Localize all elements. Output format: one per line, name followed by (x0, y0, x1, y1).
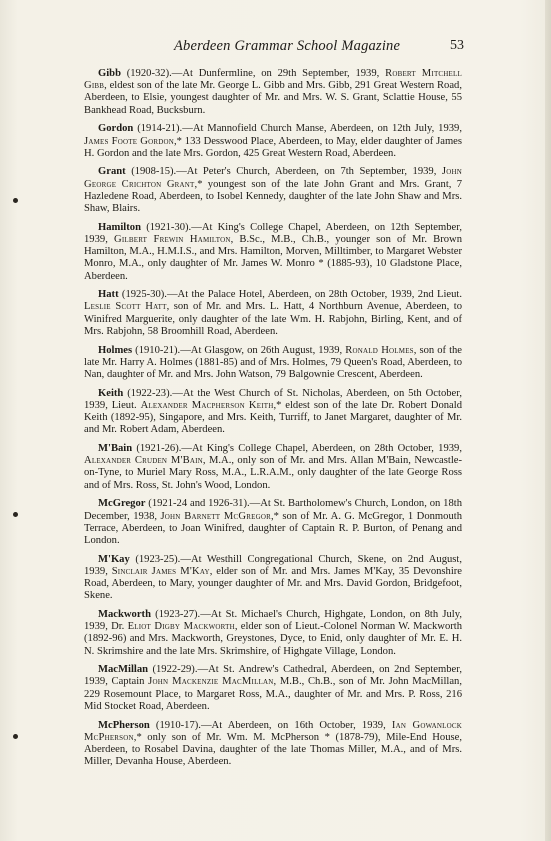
page-edge (545, 0, 551, 841)
notice-entry: Hatt (1925-30).—At the Palace Hotel, Aberdeen, on 28th October, 1939, 2nd Lieut. Leslie Scott Hatt, son of Mr. and Mrs. L. Hatt, 4 Northburn Avenue, Aberdeen, to Winifred Marguerite, only daughter of the late Wm. H. Rabjohn, Birling, Kent, and of Mrs. Rabjohn, 58 Broomhill Road, Aberdeen. (84, 289, 463, 337)
notice-entry: Keith (1922-23).—At the West Church of St. Nicholas, Aberdeen, on 5th October, 1939, Lieut. Alexander Macpherson Keith,* eldest son of the late Dr. Robert Donald Keith (1892-95), Singapore, and Mrs. Keith, Turriff, to Janet Margaret, daughter of Mr. and Mr. Robert Adam, Aberdeen. (84, 387, 462, 436)
groom-name: James Foote Gordon (84, 135, 174, 147)
binding-hole-marker (13, 734, 18, 739)
entry-surname: M'Bain (98, 442, 133, 454)
groom-name: Sinclair James M'Kay (111, 565, 210, 577)
magazine-title: Aberdeen Grammar School Magazine (174, 38, 401, 54)
groom-name: John Barnett McGregor (160, 510, 271, 522)
groom-name: John Mackenzie MacMillan (148, 676, 274, 688)
notice-entry: McPherson (1910-17).—At Aberdeen, on 16th October, 1939, Ian Gowanlock McPherson,* only son of Mr. Wm. M. McPherson * (1878-79), Mile-End House, Aberdeen, to Rosabel Davina, daughter of the late Thomas Miller, M.A., and of Mrs. Miller, Devanha House, Aberdeen. (84, 719, 462, 768)
entry-surname: Holmes (98, 344, 133, 356)
notice-entry: McGregor (1921-24 and 1926-31).—At St. Bartholomew's Church, London, on 18th December, 1938, John Barnett McGregor,* son of Mr. A. G. McGregor, 1 Donmouth Terrace, Aberdeen, to Joan Winifred, daughter of Captain R. P. Burton, of Penang and London. (84, 498, 462, 546)
groom-name: Robert Mitchell Gibb (84, 68, 462, 92)
marriage-notices (84, 68, 462, 775)
notice-entry: MacMillan (1922-29).—At St. Andrew's Cathedral, Aberdeen, on 2nd September, 1939, Captain John Mackenzie MacMillan, M.B., Ch.B., son of Mr. John MacMillan, 229 Rosemount Place, to Margaret Ross, M.A., daughter of Mr. and Mrs. P. Ross, 216 Mid Stocket Road, Aberdeen. (84, 664, 462, 712)
notice-entry: Grant (1908-15).—At Peter's Church, Aberdeen, on 7th September, 1939, John George Crichton Grant,* youngest son of the late John Grant and Mrs. Grant, 7 Hazledene Road, Aberdeen, to Isobel Kennedy, daughter of the late John Shaw and Mrs. Shaw, Blairs. (84, 166, 463, 215)
entry-surname: Hatt (98, 289, 119, 301)
page-number: 53 (450, 38, 464, 53)
groom-name: Leslie Scott Hatt (84, 301, 167, 313)
entry-surname: McPherson (98, 719, 150, 731)
binding-hole-marker (13, 512, 18, 517)
notice-entry: Gordon (1914-21).—At Mannofield Church Manse, Aberdeen, on 12th July, 1939, James Foote Gordon,* 133 Desswood Place, Aberdeen, to May, elder daughter of James H. Gordon and the late Mrs. Gordon, 425 Great Western Road, Aberdeen. (84, 123, 463, 159)
entry-surname: MacMillan (98, 664, 149, 676)
entry-surname: Keith (98, 387, 124, 399)
groom-name: Alexander Macpherson Keith (140, 399, 274, 411)
entry-surname: Hamilton (98, 221, 141, 233)
notice-entry: Gibb (1920-32).—At Dunfermline, on 29th September, 1939, Robert Mitchell Gibb, eldest son of the late Mr. George L. Gibb and Mrs. Gibb, 291 Great Western Road, Aberdeen, to Elsie, youngest daughter of Mr. and Mrs. W. S. Grant, Sclattie House, 55 Bankhead Road, Bucksburn. (84, 68, 462, 116)
groom-name: Gilbert Frewin Hamilton (114, 233, 231, 245)
entry-surname: Gordon (98, 123, 134, 135)
groom-name: Ronald Holmes (345, 344, 414, 356)
entry-surname: Mackworth (98, 608, 151, 620)
notice-entry: Holmes (1910-21).—At Glasgow, on 26th August, 1939, Ronald Holmes, son of the late Mr. Harry A. Holmes (1881-85) and of Mrs. Holmes, 79 Queen's Road, Aberdeen, to Nan, daughter of Mr. and Mrs. John Watson, 79 Balgownie Crescent, Aberdeen. (84, 344, 463, 380)
groom-name: Alexander Cruden M'Bain (84, 455, 203, 467)
binding-hole-marker (13, 198, 18, 203)
groom-name: Ian Gowanlock McPherson (84, 719, 462, 743)
entry-surname: M'Kay (98, 553, 130, 565)
notice-entry: Hamilton (1921-30).—At King's College Chapel, Aberdeen, on 12th September, 1939, Gilbert Frewin Hamilton, B.Sc., M.B., Ch.B., younger son of Mr. Brown Hamilton, M.A., H.M.I.S., and Mrs. Hamilton, Morven, Milltimber, to Margaret Webster Monro, M.A., only daughter of Mr. James W. Monro * (1885-93), 10 Gladstone Place, Aberdeen. (84, 221, 463, 282)
notice-entry: M'Kay (1923-25).—At Westhill Congregational Church, Skene, on 2nd August, 1939, Sinclair James M'Kay, elder son of Mr. and Mrs. James M'Kay, 35 Devonshire Road, Aberdeen, to Mary, younger daughter of Mr. and Mrs. David Gordon, Bridgefoot, Skene. (84, 553, 463, 602)
entry-surname: McGregor (98, 498, 146, 510)
entry-surname: Grant (98, 166, 126, 178)
entry-surname: Gibb (98, 68, 121, 79)
groom-name: Eliot Digby Mackworth (127, 621, 235, 633)
notice-entry: Mackworth (1923-27).—At St. Michael's Church, Highgate, London, on 8th July, 1939, Dr. Eliot Digby Mackworth, elder son of Lieut.-Colonel Norman W. Mackworth (1892-96) and Mrs. Mackworth, Greystones, Dyce, to Enid, only daughter of Mr. E. H. N. Skrimshire and the late Mrs. Skrimshire, of Highgate Village, London. (84, 608, 463, 657)
groom-name: John George Crichton Grant (84, 166, 462, 190)
notice-entry: M'Bain (1921-26).—At King's College Chapel, Aberdeen, on 28th October, 1939, Alexander Cruden M'Bain, M.A., only son of Mr. and Mrs. Allan M'Bain, Newcastle-on-Tyne, to Muriel Mary Ross, M.A., L.R.A.M., only daughter of the late George Ross and of Mrs. Ross, St. John's Wood, London. (84, 442, 462, 491)
running-header (84, 38, 464, 58)
